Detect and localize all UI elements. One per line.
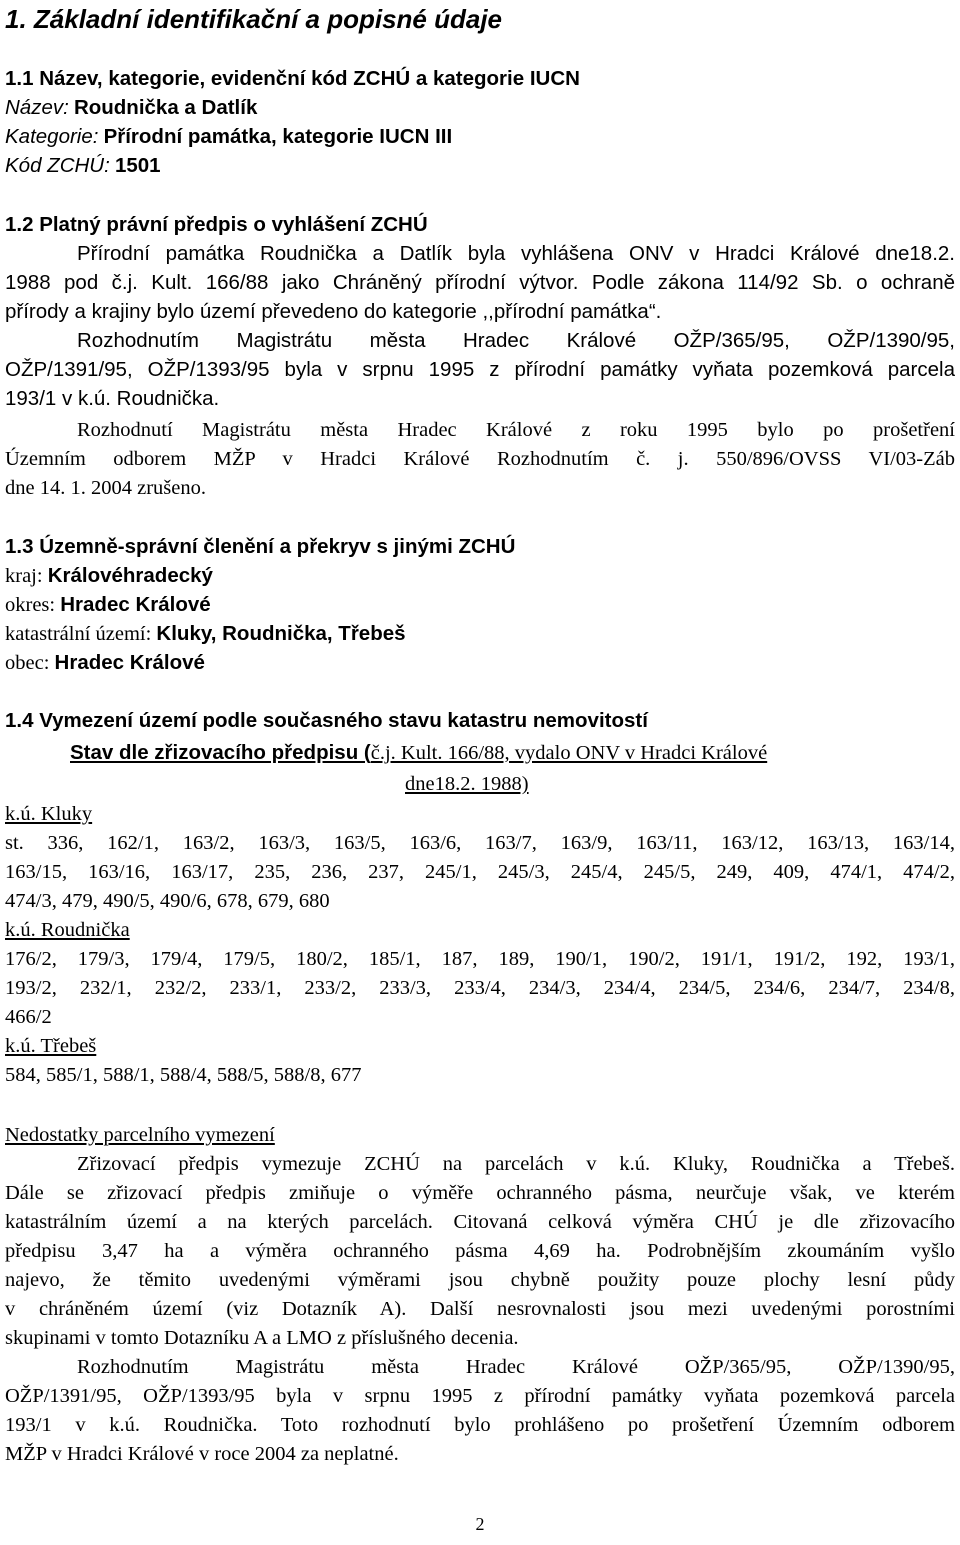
stav-line-2: dne18.2. 1988) — [405, 773, 529, 795]
paragraph-line: Zřizovací předpis vymezuje ZCHÚ na parcelách v k.ú. Kluky, Roudnička a Třebeš. — [77, 1153, 955, 1175]
ku-kluky-label: k.ú. Kluky — [5, 803, 93, 825]
category-value: Přírodní památka, kategorie IUCN III — [103, 125, 453, 148]
code-value: 1501 — [114, 154, 161, 177]
paragraph-line: předpisu 3,47 ha a výměra ochranného pásma 4,69 ha. Podrobnějším zkoumáním vyšlo — [5, 1240, 955, 1262]
ku-row — [5, 619, 955, 649]
heading-1-4: 1.4 Vymezení území podle současného stavu katastru nemovitostí — [5, 709, 648, 732]
paragraph-line: 1988 pod č.j. Kult. 166/88 jako Chráněný přírodní výtvor. Podle zákona 114/92 Sb. o ochraně — [5, 271, 955, 294]
code-row — [5, 151, 955, 181]
paragraph-line: Dále se zřizovací předpis zmiňuje o výměře ochranného pásma, neurčuje však, ve kterém — [5, 1182, 955, 1204]
kraj-row — [5, 561, 955, 591]
paragraph-line: skupinami v tomto Dotazníku A a LMO z příslušného decenia. — [5, 1327, 519, 1349]
heading-1-2: 1.2 Platný právní předpis o vyhlášení ZCHÚ — [5, 213, 428, 236]
paragraph-line: přírody a krajiny bylo území převedeno do kategorie ,,přírodní památka“. — [5, 300, 662, 323]
paragraph-line: Rozhodnutím Magistrátu města Hradec Králové OŽP/365/95, OŽP/1390/95, — [77, 1356, 955, 1378]
obec-value: Hradec Králové — [54, 651, 205, 674]
paragraph-line: Územním odborem MŽP v Hradci Králové Rozhodnutím č. j. 550/896/OVSS VI/03-Záb — [5, 448, 955, 470]
stav-bold: Stav dle zřizovacího předpisu ( — [70, 741, 371, 764]
paragraph-line: najevo, že těmito uvedenými výměrami jsou chybně použity pouze plochy lesní půdy — [5, 1269, 955, 1291]
parcel-line: 474/3, 479, 490/5, 490/6, 678, 679, 680 — [5, 890, 330, 912]
paragraph-line: MŽP v Hradci Králové v roce 2004 za neplatné. — [5, 1443, 399, 1465]
paragraph-line: Přírodní památka Roudnička a Datlík byla vyhlášena ONV v Hradci Králové dne18.2. — [77, 242, 955, 265]
stav-line — [70, 738, 930, 768]
parcel-line: 466/2 — [5, 1006, 52, 1028]
heading-1-1: 1.1 Název, kategorie, evidenční kód ZCHÚ a kategorie IUCN — [5, 67, 580, 90]
okres-row — [5, 590, 955, 620]
category-label: Kategorie: — [5, 125, 99, 148]
category-row — [5, 122, 955, 152]
parcel-line: st. 336, 162/1, 163/2, 163/3, 163/5, 163/6, 163/7, 163/9, 163/11, 163/12, 163/13, 163/14, — [5, 832, 955, 854]
paragraph-line: OŽP/1391/95, OŽP/1393/95 byla v srpnu 1995 z přírodní památky vyňata pozemková parcela — [5, 358, 955, 381]
parcel-line: 193/2, 232/1, 232/2, 233/1, 233/2, 233/3, 233/4, 234/3, 234/4, 234/5, 234/6, 234/7, 234/8, — [5, 977, 955, 999]
page-number: 2 — [475, 1514, 485, 1534]
ku-roudnicka-label: k.ú. Roudnička — [5, 919, 130, 941]
paragraph-line: Rozhodnutí Magistrátu města Hradec Králové z roku 1995 bylo po prošetření — [77, 419, 955, 441]
paragraph-line: Rozhodnutím Magistrátu města Hradec Králové OŽP/365/95, OŽP/1390/95, — [77, 329, 955, 352]
paragraph-line: dne 14. 1. 2004 zrušeno. — [5, 477, 206, 499]
ku-trebes-label: k.ú. Třebeš — [5, 1035, 97, 1057]
kraj-value: Královéhradecký — [47, 564, 213, 587]
name-row — [5, 93, 955, 123]
paragraph-line: OŽP/1391/95, OŽP/1393/95 byla v srpnu 1995 z přírodní památky vyňata pozemková parcela — [5, 1385, 955, 1407]
parcel-line: 584, 585/1, 588/1, 588/4, 588/5, 588/8, 677 — [5, 1064, 362, 1086]
ku-label: katastrální území: — [5, 623, 152, 645]
name-value: Roudnička a Datlík — [73, 96, 258, 119]
parcel-line: 163/15, 163/16, 163/17, 235, 236, 237, 245/1, 245/3, 245/4, 245/5, 249, 409, 474/1, 474/2, — [5, 861, 955, 883]
section-title: 1. Základní identifikační a popisné údaje — [5, 4, 503, 34]
ku-value: Kluky, Roudnička, Třebeš — [156, 622, 406, 645]
paragraph-line: v chráněném území (viz Dotazník A). Další nesrovnalosti jsou mezi uvedenými porostními — [5, 1298, 955, 1320]
paragraph-line: 193/1 v k.ú. Roudnička. Toto rozhodnutí bylo prohlášeno po prošetření Územním odborem — [5, 1414, 955, 1436]
obec-row — [5, 648, 955, 678]
okres-value: Hradec Králové — [60, 593, 211, 616]
heading-1-3: 1.3 Územně-správní členění a překryv s jinými ZCHÚ — [5, 535, 516, 558]
parcel-line: 176/2, 179/3, 179/4, 179/5, 180/2, 185/1, 187, 189, 190/1, 190/2, 191/1, 191/2, 192, 193/1, — [5, 948, 955, 970]
code-label: Kód ZCHÚ: — [5, 154, 110, 177]
paragraph-line: katastrálním území a na kterých parcelách. Citovaná celková výměra CHÚ je dle zřizovacího — [5, 1211, 955, 1233]
okres-label: okres: — [5, 594, 56, 616]
obec-label: obec: — [5, 652, 50, 674]
name-label: Název: — [5, 96, 69, 119]
paragraph-line: 193/1 v k.ú. Roudnička. — [5, 387, 220, 410]
stav-rest: č.j. Kult. 166/88, vydalo ONV v Hradci Králové — [370, 742, 768, 764]
kraj-label: kraj: — [5, 565, 43, 587]
nedostatky-heading: Nedostatky parcelního vymezení — [5, 1124, 275, 1146]
